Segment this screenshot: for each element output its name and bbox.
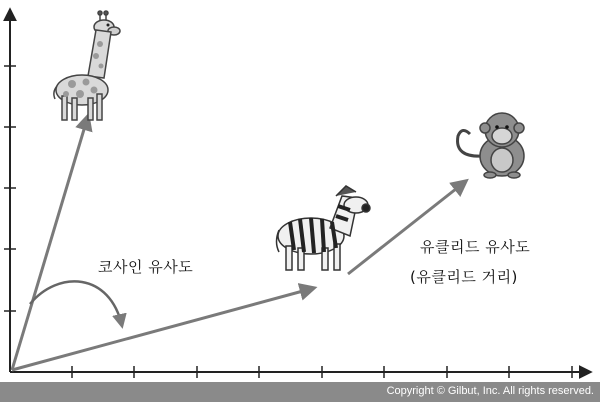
cosine-angle-arc [30, 281, 122, 326]
giraffe-vector-arrow [12, 116, 88, 370]
cosine-similarity-label: 코사인 유사도 [98, 258, 194, 276]
copyright-text: Copyright © Gilbut, Inc. All rights reserved. [386, 385, 594, 397]
copyright-footer [0, 382, 600, 402]
giraffe-icon [54, 11, 120, 120]
euclidean-similarity-label: 유클리드 유사도 [420, 238, 531, 256]
zebra-vector-arrow [12, 288, 314, 370]
monkey-icon [458, 113, 524, 178]
euclidean-distance-arrow [348, 181, 466, 274]
euclidean-distance-label: (유클리드 거리) [410, 268, 518, 286]
zebra-icon [277, 186, 371, 270]
